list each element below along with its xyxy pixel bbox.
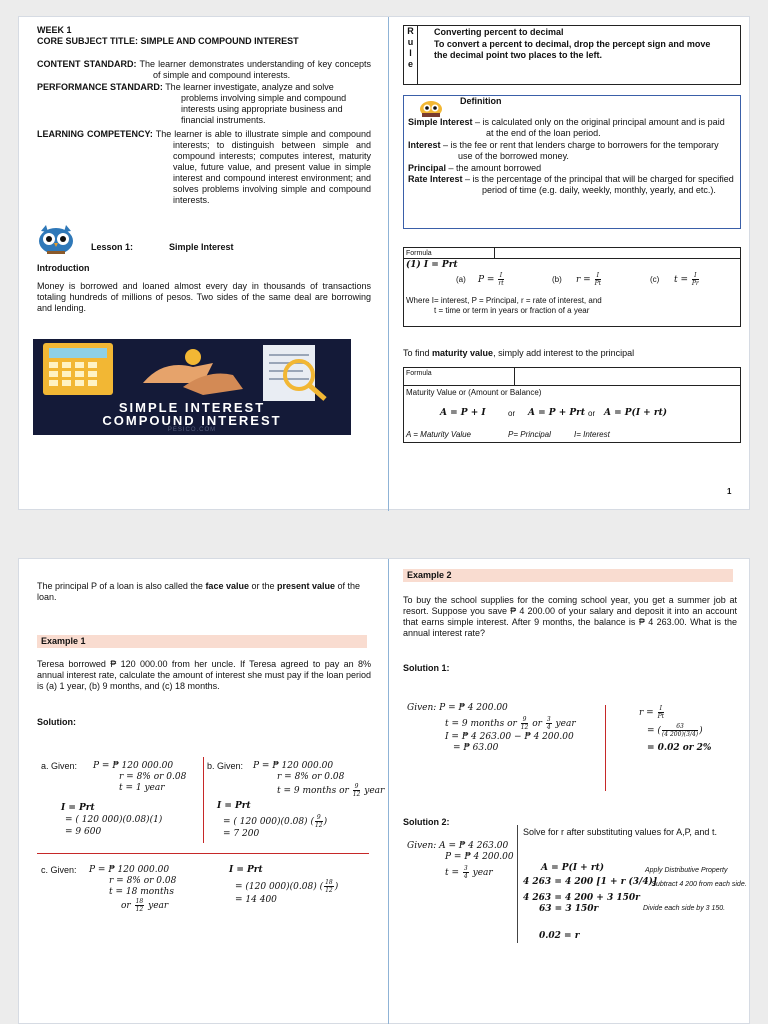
formula-where-2: t = time or term in years or fraction of a year <box>434 306 590 315</box>
rule-letters <box>404 26 418 84</box>
fraction-numerator: 3 <box>546 716 551 723</box>
formula2-header <box>404 368 740 386</box>
banner-line-1: SIMPLE INTEREST <box>118 400 266 415</box>
solution-c-result: = 14 400 <box>235 895 277 905</box>
maturity-eq-3: A = P(I + rt) <box>604 408 667 418</box>
red-divider <box>203 757 204 843</box>
solution-b-result: = 7 200 <box>223 829 260 839</box>
solution-1-rate <box>639 705 739 775</box>
s2-given-t <box>445 865 493 880</box>
solution-c-t: t = 18 months <box>109 887 174 897</box>
definition-list <box>408 117 734 196</box>
fraction-numerator: 18 <box>325 879 333 886</box>
solution-c-t-unit: year <box>148 901 169 911</box>
fraction-denominator: Pt <box>657 713 665 720</box>
s1-given-i-result: = ₱ 63.00 <box>453 743 499 753</box>
solution-c-substitution-text: = (120 000)(0.08) <box>235 882 317 892</box>
performance-standard <box>37 82 371 126</box>
solution-b-t-unit: year <box>364 786 385 796</box>
s2-comment-1: Apply Distributive Property <box>645 867 728 874</box>
s1-rate-result: = 0.02 or 2% <box>647 743 712 753</box>
s2-comment-2: Subtract 4 200 from each side. <box>651 881 747 888</box>
banner-line-2: COMPOUND INTEREST <box>102 413 282 428</box>
page-1 <box>18 16 750 510</box>
formula-box-simple-interest <box>403 247 741 327</box>
rule-letter: R <box>407 26 414 36</box>
definition-term: Interest <box>408 140 441 150</box>
example-2-tag: Example 2 <box>403 569 733 582</box>
definition-text: is the percentage of the principal that will be charged for specified period of time (e.g. daily, weekly, monthly, yearly, and etc.). <box>472 174 734 195</box>
maturity-or-2: or <box>588 409 596 418</box>
maturity-intro-post: , simply add interest to the principal <box>493 348 635 358</box>
definition-item: Principal – the amount borrowed <box>408 163 542 173</box>
page-number: 1 <box>727 487 732 496</box>
owl-reading-icon <box>418 98 444 118</box>
fraction-denominator: 12 <box>352 791 361 798</box>
solution-b-formula: I = Prt <box>217 801 251 811</box>
s2-given-a: Given: A = ₱ 4 263.00 <box>407 841 509 851</box>
s1-given-i: I = ₱ 4 263.00 − ₱ 4 200.00 <box>445 732 574 742</box>
content-standard-text: The learner demonstrates understanding of key concepts of simple and compound interests. <box>139 59 372 80</box>
solution-b-label: b. Given: <box>207 761 244 771</box>
maturity-or-1: or <box>508 409 516 418</box>
solution-b-r: r = 8% or 0.08 <box>277 772 345 782</box>
solution-a <box>41 761 201 841</box>
solution-2-divider <box>517 825 518 943</box>
introduction-text: Money is borrowed and loaned almost every day in thousands of transactions totaling hundreds of millions of pesos. Two sides of the same deal are borrowing and lending. <box>37 281 371 313</box>
s1-rate-substitution: = ( $\frac{63}{(4 200)(3/4)}$ ) <box>647 723 703 738</box>
s2-note: Solve for r after substituting values for A,P, and t. <box>523 827 717 837</box>
s2-eq-1: A = P(I + rt) <box>541 863 604 873</box>
formula-box-maturity-value <box>403 367 741 443</box>
definition-text: the amount borrowed <box>456 163 542 173</box>
definition-item: Interest – is the fee or rent that lenders charge to borrowers for the temporary use of the borrowed money. <box>408 140 719 161</box>
solution-b-substitution: = ( 120 000)(0.08) ( $\frac{9}{12}$ ) <box>223 814 328 829</box>
s2-eq-5: 0.02 = r <box>539 931 580 941</box>
solution-b-substitution-text: = ( 120 000)(0.08) <box>223 817 308 827</box>
maturity-intro-bold: maturity value <box>432 348 494 358</box>
s2-given-p: P = ₱ 4 200.00 <box>445 852 514 862</box>
fraction-denominator: (4 200)(3/4) <box>661 731 699 738</box>
learning-competency <box>37 129 371 206</box>
solution-2-label: Solution 2: <box>403 817 450 827</box>
s1-given-p: Given: P = ₱ 4 200.00 <box>407 703 508 713</box>
fraction-numerator: 63 <box>662 723 698 731</box>
lesson-label: Lesson 1: <box>91 242 134 252</box>
s2-t-unit: year <box>472 868 493 878</box>
content-standard <box>37 59 371 81</box>
red-separator <box>37 853 369 854</box>
maturity-legend-i: I= Interest <box>574 430 610 439</box>
formula-a-label: (a) <box>456 275 466 284</box>
solution-label: Solution: <box>37 717 76 727</box>
solution-c-t-alt <box>121 898 168 913</box>
solution-a-result: = 9 600 <box>65 827 102 837</box>
fraction-denominator: 12 <box>135 906 144 913</box>
solution-c-formula: I = Prt <box>229 865 263 875</box>
solution-1-label: Solution 1: <box>403 663 450 673</box>
solution-a-t: t = 1 year <box>119 783 165 793</box>
definition-box <box>403 95 741 229</box>
solution-c-substitution: = (120 000)(0.08) ( $\frac{18}{12}$ ) <box>235 879 339 894</box>
solution-b-p: P = ₱ 120 000.00 <box>253 761 334 771</box>
fraction-denominator: 12 <box>520 724 529 731</box>
principal-note-pre: The principal P of a loan is also called the <box>37 581 206 591</box>
s2-eq-4: 63 = 3 150r <box>539 904 599 914</box>
learning-competency-text: The learner is able to illustrate simple and compound interests; to distinguish between simple and compound interests; computes interest, maturity value, future value, and present value in simple interest and compound interest environment; and solves problems involving simple and compound interests. <box>155 129 371 205</box>
introduction-heading: Introduction <box>37 263 90 273</box>
definition-term: Principal <box>408 163 447 173</box>
fraction-numerator: 9 <box>354 783 359 790</box>
fraction-denominator: 12 <box>314 822 323 829</box>
maturity-eq-2: A = P + Prt <box>528 408 586 418</box>
solution-b <box>207 761 383 841</box>
owl-icon <box>37 223 75 255</box>
page-2 <box>18 558 750 1024</box>
principal-note-mid: or the <box>248 581 277 591</box>
s2-eq-3: 4 263 = 4 200 + 3 150r <box>523 893 640 903</box>
fraction-numerator: I <box>658 705 664 713</box>
formula-c: t = $\frac{I}{Pr}$ <box>674 272 699 287</box>
fraction-denominator: 4 <box>463 873 468 880</box>
s1-given-t <box>445 716 576 731</box>
fraction-numerator: 9 <box>522 716 527 723</box>
formula2-label: Formula <box>406 370 432 377</box>
definition-item: Simple Interest – is calculated only on the original principal amount and is paid at the end of the loan period. <box>408 117 725 138</box>
solution-a-substitution: = ( 120 000)(0.08)(1) <box>65 815 163 825</box>
banner-watermark: PESICO.COM <box>167 427 217 433</box>
formula-a: P = $\frac{I}{rt}$ <box>478 272 504 287</box>
rule-text: To convert a percent to decimal, drop the percept sign and move the decimal point two places to the left. <box>434 39 711 60</box>
rule-title: Converting percent to decimal <box>434 27 564 37</box>
solution-c-p: P = ₱ 120 000.00 <box>89 865 170 875</box>
example-1-text: Teresa borrowed ₱ 120 000.00 from her uncle. If Teresa agreed to pay an 8% annual interest rate, calculate the amount of interest she must pay if the loan period is (a) 1 year, (b) 9 months, and (c) 18 months. <box>37 659 371 691</box>
formula-b-label: (b) <box>552 275 562 284</box>
formula-header <box>404 248 740 259</box>
rule-letter: e <box>407 59 413 69</box>
column-divider <box>388 559 389 1024</box>
fraction-numerator: 18 <box>135 898 144 905</box>
maturity-legend-p: P= Principal <box>508 430 551 439</box>
s2-eq-2: 4 263 = 4 200 [1 + r (3/4)] <box>523 877 658 887</box>
definition-term: Rate Interest <box>408 174 463 184</box>
s2-comment-3: Divide each side by 3 150. <box>643 905 726 912</box>
formula-c-label: (c) <box>650 275 660 284</box>
maturity-intro <box>403 348 739 359</box>
s1-t-text: t = 9 months or <box>445 719 517 729</box>
maturity-legend-a: A = Maturity Value <box>406 430 471 439</box>
solution-c-label: c. Given: <box>41 865 77 875</box>
solution-2-given <box>407 841 519 881</box>
s1-t-unit: year <box>555 719 576 729</box>
principal-face-value: face value <box>205 581 249 591</box>
week-label: WEEK 1 <box>37 25 72 35</box>
principal-present-value: present value <box>276 581 336 591</box>
rule-letter: l <box>409 48 412 58</box>
principal-note <box>37 581 371 603</box>
definition-heading: Definition <box>460 96 502 106</box>
s1-rate-formula <box>639 705 665 720</box>
fraction-numerator: 9 <box>316 814 321 821</box>
fraction-denominator: 4 <box>546 724 551 731</box>
principal-note-post: of the loan. <box>37 581 361 602</box>
red-divider <box>605 705 606 791</box>
definition-text: is the fee or rent that lenders charge to borrowers for the temporary use of the borrowed money. <box>450 140 719 161</box>
solution-a-label: a. Given: <box>41 761 78 771</box>
solution-c-t-or: or <box>121 901 131 911</box>
example-1-tag: Example 1 <box>37 635 367 648</box>
s2-t-eq: t = <box>445 868 460 878</box>
solution-c-work <box>229 865 379 925</box>
s1-r-eq: r = <box>639 708 654 718</box>
simple-compound-interest-banner <box>33 339 351 435</box>
solution-a-r: r = 8% or 0.08 <box>119 772 187 782</box>
formula-variants <box>456 272 736 288</box>
fraction-denominator: 12 <box>325 887 333 894</box>
lesson-title: Simple Interest <box>169 242 234 252</box>
learning-competency-label: LEARNING COMPETENCY: <box>37 129 153 139</box>
solution-a-formula: I = Prt <box>61 803 95 813</box>
column-divider <box>388 17 389 511</box>
solution-1-given <box>407 703 607 763</box>
formula-b: r = $\frac{I}{Pt}$ <box>576 272 602 287</box>
performance-standard-text: The learner investigate, analyze and solve problems involving simple and compound interests using appropriate business and financial instruments. <box>165 82 347 125</box>
maturity-intro-pre: To find <box>403 348 433 358</box>
example-2-text: To buy the school supplies for the coming school year, you get a summer job at resort. Suppose you save ₱ 4 200.00 of your salary and deposit it into an account that earns simple interest. After 9 months, the balance is ₱ 4 263.00. What is the annual interest rate? <box>403 595 737 638</box>
formula-label: Formula <box>406 250 432 257</box>
definition-item: Rate Interest – is the percentage of the principal that will be charged for specified period of time (e.g. daily, weekly, monthly, yearly, and etc.). <box>408 174 734 195</box>
content-standard-label: CONTENT STANDARD: <box>37 59 137 69</box>
formula-main: (1) I = Prt <box>406 260 458 270</box>
core-subject-title: CORE SUBJECT TITLE: SIMPLE AND COMPOUND INTEREST <box>37 36 299 46</box>
definition-term: Simple Interest <box>408 117 473 127</box>
rule-box <box>403 25 741 85</box>
fraction-numerator: 3 <box>463 865 468 872</box>
solution-c-r: r = 8% or 0.08 <box>109 876 177 886</box>
formula-where-1: Where I= interest, P = Principal, r = rate of interest, and <box>406 296 602 305</box>
maturity-eq-1: A = P + I <box>440 408 486 418</box>
rule-letter: u <box>407 37 414 47</box>
solution-b-t-text: t = 9 months or <box>277 786 349 796</box>
s1-t-or: or <box>532 719 542 729</box>
solution-a-p: P = ₱ 120 000.00 <box>93 761 174 771</box>
solution-b-t <box>277 783 384 798</box>
performance-standard-label: PERFORMANCE STANDARD: <box>37 82 163 92</box>
solution-c <box>41 865 211 925</box>
maturity-title: Maturity Value or (Amount or Balance) <box>406 388 542 397</box>
definition-text: is calculated only on the original principal amount and is paid at the end of the loan period. <box>482 117 725 138</box>
